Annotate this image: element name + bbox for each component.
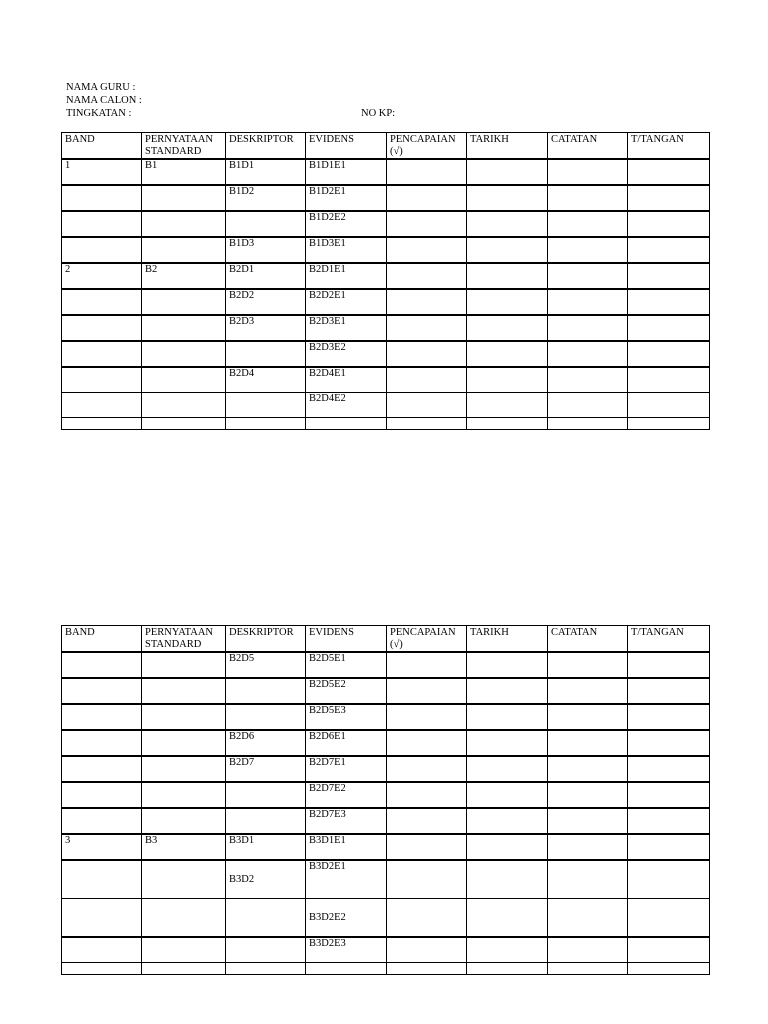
- signature-cell[interactable]: [628, 237, 710, 263]
- achievement-cell[interactable]: [387, 185, 467, 211]
- signature-cell[interactable]: [628, 652, 710, 678]
- signature-cell[interactable]: [628, 860, 710, 899]
- table-row: [62, 315, 710, 341]
- descriptor-cell: B2D4: [226, 367, 306, 393]
- signature-cell[interactable]: [628, 730, 710, 756]
- table-row: [62, 159, 710, 185]
- notes-cell[interactable]: [548, 652, 628, 678]
- band-cell: [62, 367, 142, 393]
- table-row: [62, 185, 710, 211]
- descriptor-cell: B2D3: [226, 315, 306, 341]
- band-cell: [62, 860, 142, 899]
- table-row: [62, 782, 710, 808]
- band-cell: [62, 899, 142, 938]
- evidence-table-2: [61, 625, 710, 975]
- col-header-evidens: EVIDENS: [306, 626, 387, 653]
- descriptor-cell: B1D3: [226, 237, 306, 263]
- date-cell[interactable]: [467, 937, 548, 963]
- standard-cell: [142, 937, 226, 963]
- standard-cell: [142, 315, 226, 341]
- tingkatan-label: TINGKATAN :: [66, 108, 132, 119]
- date-cell[interactable]: [467, 341, 548, 367]
- standard-cell: [142, 704, 226, 730]
- notes-cell[interactable]: [548, 782, 628, 808]
- date-cell[interactable]: [467, 185, 548, 211]
- nama-guru-label: NAMA GURU :: [66, 82, 136, 93]
- descriptor-cell: [226, 808, 306, 834]
- date-cell[interactable]: [467, 237, 548, 263]
- standard-cell: [142, 678, 226, 704]
- standard-cell: [142, 367, 226, 393]
- achievement-cell[interactable]: [387, 289, 467, 315]
- band-cell: [62, 782, 142, 808]
- table-row: [62, 899, 710, 938]
- date-cell[interactable]: [467, 289, 548, 315]
- descriptor-cell: [226, 937, 306, 963]
- achievement-cell[interactable]: [387, 808, 467, 834]
- signature-cell[interactable]: [628, 185, 710, 211]
- table-row: [62, 808, 710, 834]
- notes-cell[interactable]: [548, 704, 628, 730]
- date-cell[interactable]: [467, 730, 548, 756]
- notes-cell[interactable]: [548, 730, 628, 756]
- table-row: [62, 704, 710, 730]
- descriptor-cell: B2D7: [226, 756, 306, 782]
- notes-cell[interactable]: [548, 237, 628, 263]
- descriptor-cell: [226, 899, 306, 938]
- band-cell: [62, 315, 142, 341]
- band-cell: [62, 704, 142, 730]
- achievement-cell[interactable]: [387, 782, 467, 808]
- descriptor-cell: B3D2: [226, 860, 306, 899]
- standard-cell: [142, 782, 226, 808]
- col-header-tandatangan: T/TANGAN: [628, 133, 710, 160]
- date-cell[interactable]: [467, 263, 548, 289]
- notes-cell[interactable]: [548, 393, 628, 418]
- date-cell[interactable]: [467, 652, 548, 678]
- achievement-cell[interactable]: [387, 704, 467, 730]
- band-cell: [62, 393, 142, 418]
- col-header-pencapaian: PENCAPAIAN (√): [387, 133, 467, 160]
- notes-cell[interactable]: [548, 678, 628, 704]
- table-row: [62, 341, 710, 367]
- signature-cell[interactable]: [628, 834, 710, 860]
- standard-cell: [142, 393, 226, 418]
- notes-cell[interactable]: [548, 263, 628, 289]
- standard-cell: [142, 185, 226, 211]
- standard-cell: [142, 237, 226, 263]
- band-cell: [62, 808, 142, 834]
- evidence-cell: B2D4E1: [306, 367, 387, 393]
- achievement-cell[interactable]: [387, 263, 467, 289]
- col-header-tarikh: TARIKH: [467, 133, 548, 160]
- achievement-cell[interactable]: [387, 237, 467, 263]
- notes-cell[interactable]: [548, 185, 628, 211]
- col-header-catatan: CATATAN: [548, 626, 628, 653]
- evidence-cell: B1D2E1: [306, 185, 387, 211]
- table-row: [62, 263, 710, 289]
- signature-cell[interactable]: [628, 289, 710, 315]
- band-cell: 1: [62, 159, 142, 185]
- evidence-cell: B2D2E1: [306, 289, 387, 315]
- band-cell: [62, 937, 142, 963]
- descriptor-cell: [226, 393, 306, 418]
- band-cell: [62, 289, 142, 315]
- col-header-tarikh: TARIKH: [467, 626, 548, 653]
- standard-cell: [142, 808, 226, 834]
- date-cell[interactable]: [467, 367, 548, 393]
- table-header-row: [62, 133, 710, 160]
- standard-cell: [142, 289, 226, 315]
- notes-cell[interactable]: [548, 899, 628, 938]
- table-header-row: [62, 626, 710, 653]
- signature-cell[interactable]: [628, 899, 710, 938]
- standard-cell: [142, 341, 226, 367]
- descriptor-cell: B2D1: [226, 263, 306, 289]
- signature-cell[interactable]: [628, 341, 710, 367]
- notes-cell[interactable]: [548, 341, 628, 367]
- col-header-tandatangan: T/TANGAN: [628, 626, 710, 653]
- date-cell[interactable]: [467, 211, 548, 237]
- date-cell[interactable]: [467, 860, 548, 899]
- col-header-band: BAND: [62, 626, 142, 653]
- col-header-pencapaian: PENCAPAIAN (√): [387, 626, 467, 653]
- standard-cell: [142, 730, 226, 756]
- evidence-cell: B2D7E1: [306, 756, 387, 782]
- evidence-cell: B2D3E2: [306, 341, 387, 367]
- table-row: [62, 730, 710, 756]
- table-row: [62, 937, 710, 963]
- notes-cell[interactable]: [548, 159, 628, 185]
- notes-cell[interactable]: [548, 834, 628, 860]
- no-kp-label: NO KP:: [361, 108, 396, 119]
- notes-cell[interactable]: [548, 937, 628, 963]
- achievement-cell[interactable]: [387, 341, 467, 367]
- date-cell[interactable]: [467, 704, 548, 730]
- col-header-band: BAND: [62, 133, 142, 160]
- table-row: [62, 367, 710, 393]
- table-row: [62, 678, 710, 704]
- date-cell[interactable]: [467, 782, 548, 808]
- descriptor-cell: B2D5: [226, 652, 306, 678]
- notes-cell[interactable]: [548, 756, 628, 782]
- table-row: [62, 211, 710, 237]
- signature-cell[interactable]: [628, 367, 710, 393]
- descriptor-cell: [226, 211, 306, 237]
- descriptor-cell: [226, 782, 306, 808]
- band-cell: [62, 678, 142, 704]
- table-row: [62, 756, 710, 782]
- signature-cell[interactable]: [628, 678, 710, 704]
- signature-cell[interactable]: [628, 315, 710, 341]
- table-row: [62, 289, 710, 315]
- col-header-pernyataan-standard: PERNYATAAN STANDARD: [142, 626, 226, 653]
- standard-cell: [142, 756, 226, 782]
- achievement-cell[interactable]: [387, 315, 467, 341]
- band-cell: [62, 185, 142, 211]
- date-cell[interactable]: [467, 899, 548, 938]
- achievement-cell[interactable]: [387, 367, 467, 393]
- standard-cell: [142, 860, 226, 899]
- date-cell[interactable]: [467, 159, 548, 185]
- descriptor-cell: [226, 704, 306, 730]
- achievement-cell[interactable]: [387, 159, 467, 185]
- evidence-cell: B2D1E1: [306, 263, 387, 289]
- table-row: [62, 393, 710, 418]
- achievement-cell[interactable]: [387, 730, 467, 756]
- evidence-table-1: [61, 132, 710, 430]
- band-cell: [62, 211, 142, 237]
- evidence-cell: B2D3E1: [306, 315, 387, 341]
- date-cell[interactable]: [467, 808, 548, 834]
- col-header-evidens: EVIDENS: [306, 133, 387, 160]
- evidence-cell: B2D5E3: [306, 704, 387, 730]
- achievement-cell[interactable]: [387, 393, 467, 418]
- date-cell[interactable]: [467, 393, 548, 418]
- achievement-cell[interactable]: [387, 860, 467, 899]
- band-cell: 2: [62, 263, 142, 289]
- signature-cell[interactable]: [628, 393, 710, 418]
- signature-cell[interactable]: [628, 704, 710, 730]
- descriptor-cell: [226, 678, 306, 704]
- standard-cell: B2: [142, 263, 226, 289]
- descriptor-cell: [226, 341, 306, 367]
- descriptor-cell: B1D1: [226, 159, 306, 185]
- col-header-pernyataan-standard: PERNYATAAN STANDARD: [142, 133, 226, 160]
- band-cell: [62, 652, 142, 678]
- descriptor-cell: B3D1: [226, 834, 306, 860]
- standard-cell: [142, 211, 226, 237]
- evidence-cell: B2D4E2: [306, 393, 387, 418]
- date-cell[interactable]: [467, 756, 548, 782]
- notes-cell[interactable]: [548, 289, 628, 315]
- col-header-catatan: CATATAN: [548, 133, 628, 160]
- signature-cell[interactable]: [628, 159, 710, 185]
- evidence-cell: B2D6E1: [306, 730, 387, 756]
- table-row: [62, 834, 710, 860]
- band-cell: 3: [62, 834, 142, 860]
- achievement-cell[interactable]: [387, 652, 467, 678]
- nama-calon-label: NAMA CALON :: [66, 95, 142, 106]
- table-row: [62, 237, 710, 263]
- table-row: [62, 860, 710, 899]
- evidence-cell: B3D2E3: [306, 937, 387, 963]
- date-cell[interactable]: [467, 678, 548, 704]
- evidence-cell: B2D7E3: [306, 808, 387, 834]
- notes-cell[interactable]: [548, 315, 628, 341]
- col-header-deskriptor: DESKRIPTOR: [226, 133, 306, 160]
- band-cell: [62, 756, 142, 782]
- notes-cell[interactable]: [548, 808, 628, 834]
- evidence-cell: B1D3E1: [306, 237, 387, 263]
- achievement-cell[interactable]: [387, 211, 467, 237]
- col-header-deskriptor: DESKRIPTOR: [226, 626, 306, 653]
- table-row-empty: [62, 963, 710, 975]
- achievement-cell[interactable]: [387, 834, 467, 860]
- evidence-cell: B3D2E2: [306, 899, 387, 938]
- evidence-cell: B3D2E1: [306, 860, 387, 899]
- band-cell: [62, 730, 142, 756]
- achievement-cell[interactable]: [387, 678, 467, 704]
- evidence-cell: B2D5E1: [306, 652, 387, 678]
- table-row: [62, 652, 710, 678]
- standard-cell: B3: [142, 834, 226, 860]
- achievement-cell[interactable]: [387, 756, 467, 782]
- notes-cell[interactable]: [548, 367, 628, 393]
- descriptor-cell: B1D2: [226, 185, 306, 211]
- notes-cell[interactable]: [548, 211, 628, 237]
- notes-cell[interactable]: [548, 860, 628, 899]
- evidence-cell: B2D5E2: [306, 678, 387, 704]
- standard-cell: [142, 899, 226, 938]
- descriptor-cell: B2D2: [226, 289, 306, 315]
- achievement-cell[interactable]: [387, 899, 467, 938]
- evidence-cell: B3D1E1: [306, 834, 387, 860]
- standard-cell: B1: [142, 159, 226, 185]
- band-cell: [62, 341, 142, 367]
- signature-cell[interactable]: [628, 782, 710, 808]
- signature-cell[interactable]: [628, 756, 710, 782]
- signature-cell[interactable]: [628, 808, 710, 834]
- table-row-empty: [62, 418, 710, 430]
- evidence-cell: B2D7E2: [306, 782, 387, 808]
- signature-cell[interactable]: [628, 263, 710, 289]
- signature-cell[interactable]: [628, 937, 710, 963]
- evidence-cell: B1D2E2: [306, 211, 387, 237]
- descriptor-cell: B2D6: [226, 730, 306, 756]
- date-cell[interactable]: [467, 834, 548, 860]
- date-cell[interactable]: [467, 315, 548, 341]
- achievement-cell[interactable]: [387, 937, 467, 963]
- signature-cell[interactable]: [628, 211, 710, 237]
- band-cell: [62, 237, 142, 263]
- evidence-cell: B1D1E1: [306, 159, 387, 185]
- standard-cell: [142, 652, 226, 678]
